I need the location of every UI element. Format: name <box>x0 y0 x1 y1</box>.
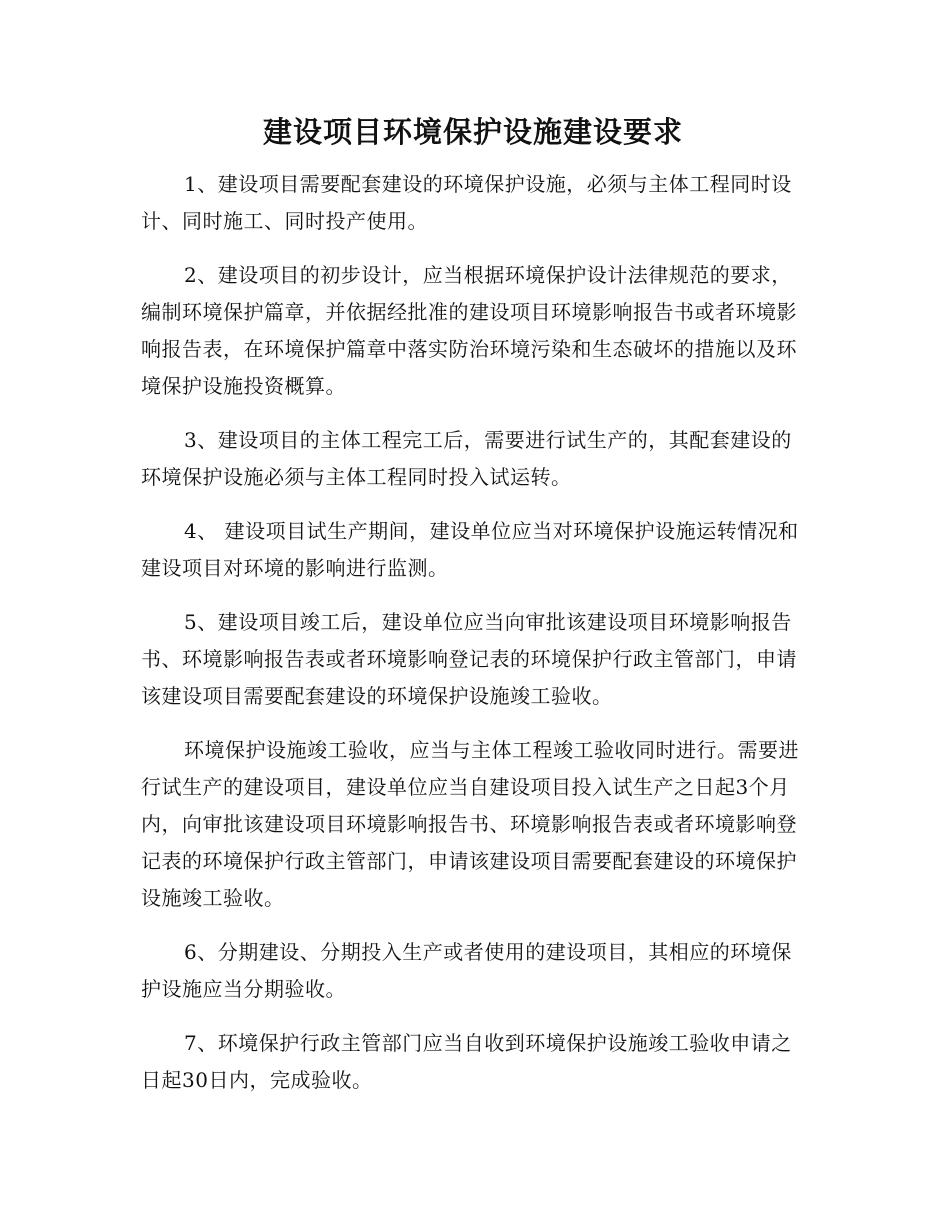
document-title: 建设项目环境保护设施建设要求 <box>262 115 683 149</box>
paragraph-1: 1、建设项目需要配套建设的环境保护设施，必须与主体工程同时设计、同时施工、同时投产使用。 <box>141 172 792 233</box>
document-body <box>141 106 805 1116</box>
paragraph-3: 3、建设项目的主体工程完工后，需要进行试生产的，其配套建设的环境保护设施必须与主体工程同时投入试运转。 <box>141 428 792 489</box>
paragraph-2: 2、建设项目的初步设计，应当根据环境保护设计法律规范的要求，编制环境保护篇章，并依据经批准的建设项目环境影响报告书或者环境影响报告表，在环境保护篇章中落实防治环境污染和生态破坏的措施以及环境保护设施投资概算。 <box>141 263 797 398</box>
paragraph-4: 4、 建设项目试生产期间，建设单位应当对环境保护设施运转情况和建设项目对环境的影响进行监测。 <box>141 519 799 580</box>
paragraph-7: 7、环境保护行政主管部门应当自收到环境保护设施竣工验收申请之日起30日内，完成验收。 <box>141 1031 792 1092</box>
paragraph-5-continued: 环境保护设施竣工验收，应当与主体工程竣工验收同时进行。需要进行试生产的建设项目，建设单位应当自建设项目投入试生产之日起3个月内，向审批该建设项目环境影响报告书、环境影响报告表或者环境影响登记表的环境保护行政主管部门，申请该建设项目需要配套建设的环境保护设施竣工验收。 <box>141 738 799 910</box>
paragraph-5: 5、建设项目竣工后，建设单位应当向审批该建设项目环境影响报告书、环境影响报告表或者环境影响登记表的环境保护行政主管部门，申请该建设项目需要配套建设的环境保护设施竣工验收。 <box>141 610 797 708</box>
paragraph-6: 6、分期建设、分期投入生产或者使用的建设项目，其相应的环境保护设施应当分期验收。 <box>141 940 792 1001</box>
